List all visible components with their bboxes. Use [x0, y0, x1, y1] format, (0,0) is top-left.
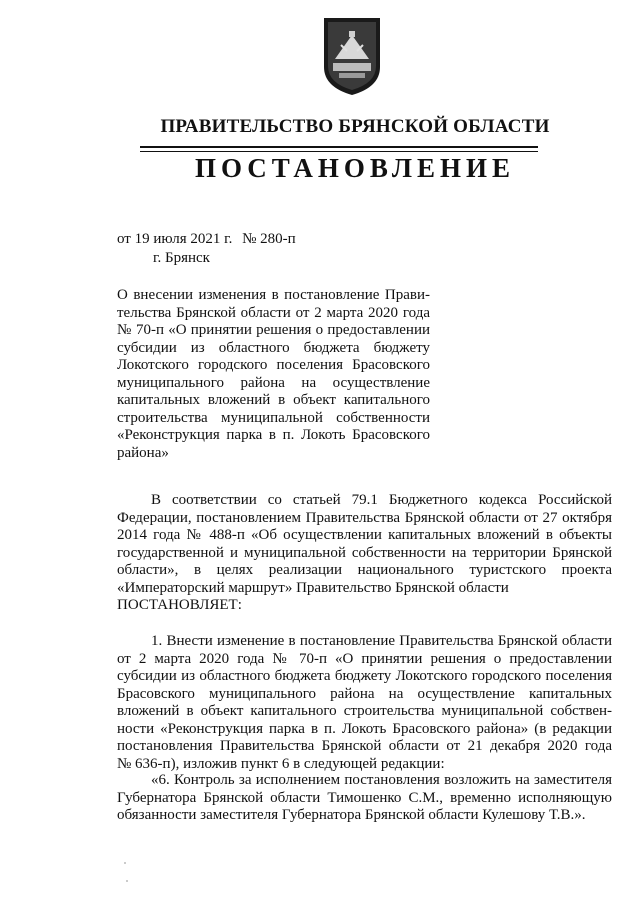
body-line: ности «Реконструкция парка в п. Локоть Брасовского района» (в редакции [117, 720, 612, 737]
scan-speck [126, 880, 128, 882]
document-type-heading: ПОСТАНОВЛЕНИЕ [194, 153, 516, 183]
preamble-paragraph [117, 492, 612, 615]
body-line: «Императорский маршрут» Правительство Брянской области [117, 579, 509, 596]
header-rule-thin [140, 151, 538, 152]
body-line: Брасовского муниципального района на осуществление капитальных [117, 685, 612, 702]
document-city: г. Брянск [153, 250, 210, 266]
organization-name: ПРАВИТЕЛЬСТВО БРЯНСКОЙ ОБЛАСТИ [160, 116, 550, 137]
body-line: области», в целях реализации национального туристского проекта [117, 562, 612, 578]
body-line: 2014 года № 488-п «Об осуществлении капитальных вложений в объекты [117, 527, 612, 543]
document-date: от 19 июля 2021 г. [117, 231, 233, 247]
coat-of-arms-emblem [321, 15, 383, 97]
body-line: В соответствии со статьей 79.1 Бюджетного кодекса Российской [151, 492, 612, 508]
body-line: № 636-п), изложив пункт 6 в следующей редакции: [117, 755, 445, 772]
body-line: вложений в объект капитального строительства муниципальной собствен- [117, 703, 612, 719]
document-number: № 280-п [242, 231, 296, 247]
body-line: субсидии из областного бюджета бюджету Локотского городского поселения [117, 668, 612, 684]
title-line: капитальных вложений в объект капитального [117, 392, 430, 408]
body-line: постановления Правительства Брянской области от 21 декабря 2020 года [117, 738, 612, 754]
item-1-paragraph [117, 633, 612, 773]
body-line: обязанности заместителя Губернатора Брянской области Кулешову Т.В.». [117, 807, 586, 823]
scan-speck [124, 862, 126, 864]
body-line: государственной и муниципальной собственности на территории Брянской [117, 544, 612, 561]
title-line: О внесении изменения в постановление Прави- [117, 287, 430, 303]
resolution-keyword: ПОСТАНОВЛЯЕТ: [117, 597, 242, 613]
title-line: тельства Брянской области от 2 марта 2020 года [117, 304, 430, 321]
item-6-paragraph [117, 772, 612, 825]
body-line: Федерации, постановлением Правительства Брянской области от 27 октября [117, 509, 612, 526]
title-line: Локотского городского поселения Брасовского [117, 357, 430, 373]
body-line: 1. Внести изменение в постановление Правительства Брянской области [151, 633, 612, 649]
body-line: Губернатора Брянской области Тимошенко С.М., временно исполняющую [117, 789, 612, 806]
body-line: от 2 марта 2020 года № 70-п «О принятии решения о предоставлении [117, 650, 612, 667]
title-line: № 70-п «О принятии решения о предоставлении [117, 322, 430, 338]
title-line: «Реконструкция парка в п. Локоть Брасовского [117, 427, 430, 443]
title-line: субсидии из областного бюджета бюджету [117, 339, 430, 356]
header-rule-thick [140, 146, 538, 148]
title-line: района» [117, 444, 169, 461]
title-line: строительства муниципальной собственности [117, 409, 430, 426]
body-line: «6. Контроль за исполнением постановления возложить на заместителя [151, 772, 612, 788]
document-date-number [117, 231, 302, 248]
document-title [117, 287, 430, 462]
title-line: муниципального района на осуществление [117, 374, 430, 391]
